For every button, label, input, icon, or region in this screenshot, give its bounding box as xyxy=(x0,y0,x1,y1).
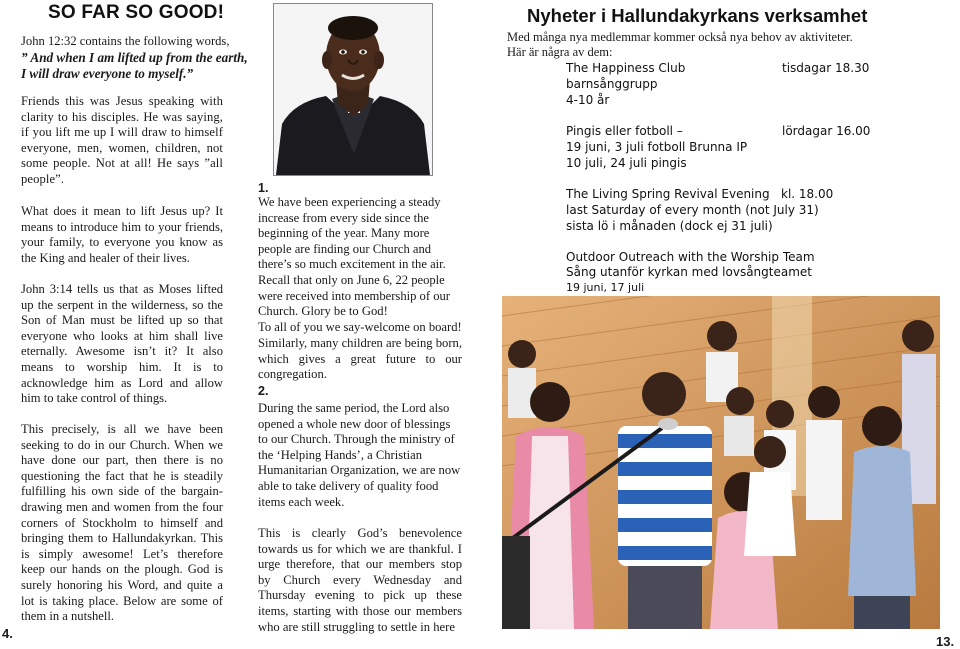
activity-happiness-time: tisdagar 18.30 xyxy=(782,61,870,75)
activity-happiness-name: The Happiness Club xyxy=(566,61,686,75)
news-intro xyxy=(507,30,853,60)
article-title: SO FAR SO GOOD! xyxy=(48,2,225,23)
paragraph-benevolence: This is clearly God’s benevolence towards us for which we are thankful. I urge therefore, that our members stop by Church every Wednesday and Thursday evening to pick up these items, starting with those our members who are still struggling to settle in here xyxy=(258,526,462,634)
paragraph-church: This precisely, is all we have been seeking to do in our Church. When we have done our part, then there is no questioning the fact that he is steadily fulfilling his own side of the bargain-drawing men and women from the four corners of Stockholm to himself and bringing them to Hallundakyrkan. This is simply awesome! Let’s therefore keep our hands on the plough. God is surely honoring his Word, and quite a lot is taking place. Below are some of them in a nutshell. xyxy=(21,422,223,624)
left-column xyxy=(21,34,257,82)
news-title: Nyheter i Hallundakyrkans verksamhet xyxy=(527,5,868,26)
activity-outreach-line-1: Outdoor Outreach with the Worship Team xyxy=(566,250,815,264)
bible-quote-line-2: I will draw everyone to myself.” xyxy=(21,65,194,81)
paragraph-growth: We have been experiencing a steady increase from every side since the beginning of the year. Many more people are finding our Church and there’s so much excitement in the air. Recall that only on June 6, 22 people were received into membership of our Church. Glory be to God! xyxy=(258,195,450,319)
paragraph-moses: John 3:14 tells us that as Moses lifted up the serpent in the wilderness, so the Son of Man must be lifted up so that everyone who looks at him shall live eternally. Awesome isn’t it? It also means to worship him. It is to acknowledge him as Lord and allow him to take control of things. xyxy=(21,282,223,406)
news-intro-line-2: Här är några av dem: xyxy=(507,45,613,59)
choir-illustration xyxy=(502,296,940,629)
activity-outreach-line-2: Sång utanför kyrkan med lovsångteamet xyxy=(566,265,812,279)
bible-quote-line-1: ” And when I am lifted up from the earth, xyxy=(21,49,248,65)
paragraph-children: Similarly, many children are being born, which gives a great future to our congregation. xyxy=(258,336,462,382)
children-choir-photo xyxy=(502,296,940,629)
activity-pingis-name: Pingis eller fotboll – xyxy=(566,124,683,138)
page-number-left: 4. xyxy=(2,626,13,641)
paragraph-friends: Friends this was Jesus speaking with clarity to his disciples. He was saying, if you lift me up I will draw to himself everyone, men, women, children, not some people. Not at all! He says ”all people”. xyxy=(21,94,223,186)
item-number-2: 2. xyxy=(258,384,269,398)
pastor-photo xyxy=(273,3,433,176)
activity-outreach-dates: 19 juni, 17 juli xyxy=(566,281,645,294)
intro-text: John 12:32 contains the following words, xyxy=(21,34,230,48)
activity-spring-name: The Living Spring Revival Evening xyxy=(566,187,770,201)
paragraph-helping-hands: During the same period, the Lord also opened a whole new door of blessings to our Church. Through the ministry of the ‘Helping Hands’, a Christian Humanitarian Organization, we are now able to take delivery of quality food items each week. xyxy=(258,401,461,509)
activity-spring-time: kl. 18.00 xyxy=(781,187,834,201)
news-intro-line-1: Med många nya medlemmar kommer också nya behov av aktiviteter. xyxy=(507,30,853,44)
activity-happiness-sub-2: 4-10 år xyxy=(566,93,610,107)
paragraph-lift-jesus: What does it mean to lift Jesus up? It means to introduce him to your friends, your family, to everyone you know as the King and healer of their lives. xyxy=(21,204,223,265)
activity-spring-sub-2: sista lö i månaden (dock ej 31 juli) xyxy=(566,219,773,233)
activity-pingis-sub-1: 19 juni, 3 juli fotboll Brunna IP xyxy=(566,140,748,154)
item-number-1: 1. xyxy=(258,181,269,195)
page-number-right: 13. xyxy=(936,634,955,649)
pastor-illustration xyxy=(274,4,432,175)
activity-pingis-sub-2: 10 juli, 24 juli pingis xyxy=(566,156,687,170)
activity-spring-sub-1: last Saturday of every month (not July 31) xyxy=(566,203,819,217)
activity-pingis-time: lördagar 16.00 xyxy=(782,124,871,138)
activity-happiness-sub-1: barnsånggrupp xyxy=(566,77,658,91)
paragraph-welcome: To all of you we say-welcome on board! xyxy=(258,320,462,334)
